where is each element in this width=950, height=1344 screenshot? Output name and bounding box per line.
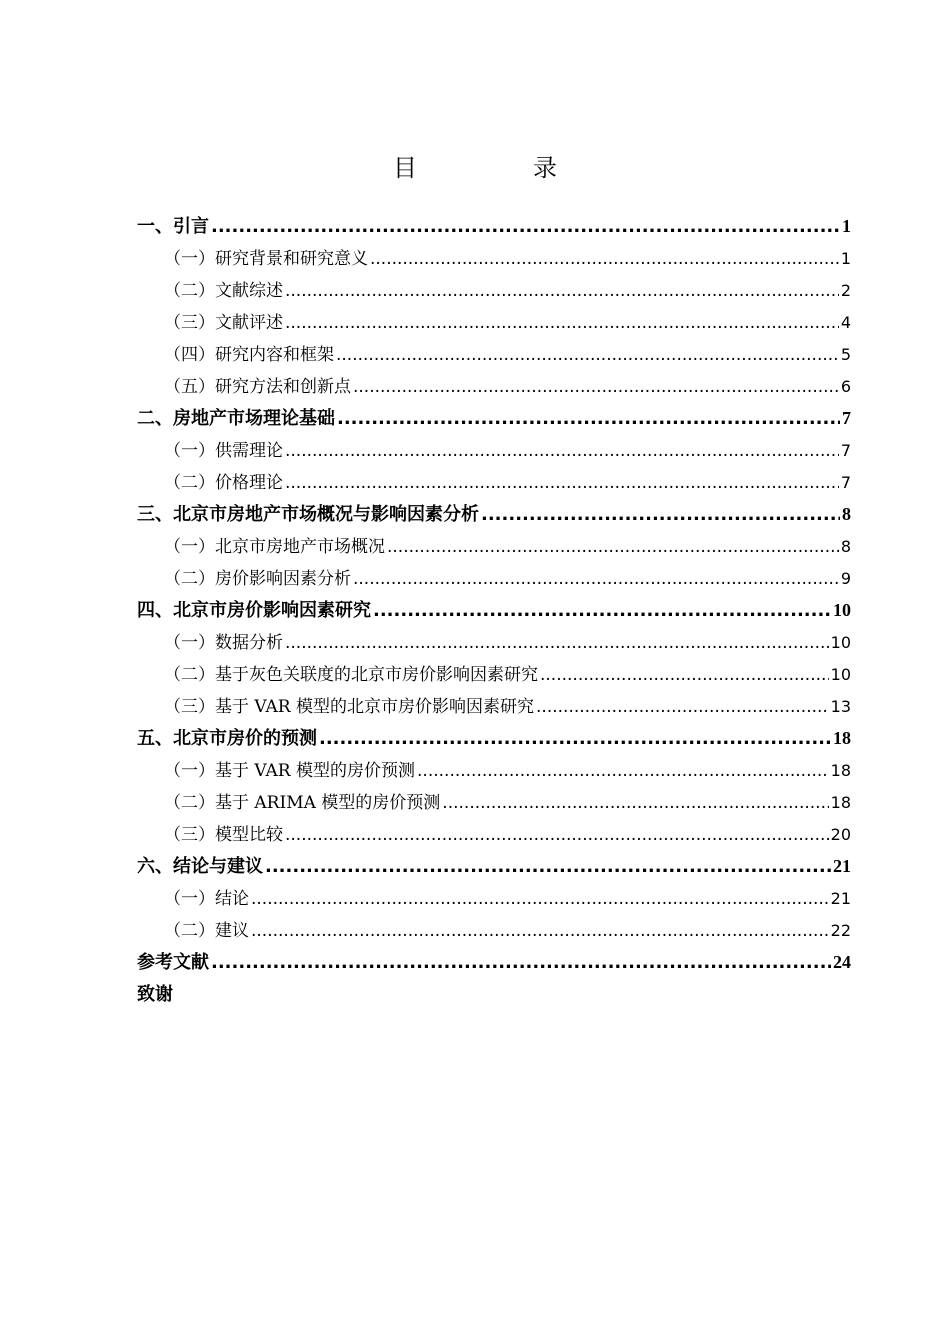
toc-entry-title: 北京市房价的预测 <box>173 728 317 749</box>
toc-page-number: 10 <box>833 600 851 620</box>
toc-dot-leader <box>373 600 831 621</box>
toc-page-number: 10 <box>830 665 851 684</box>
toc-entry-number: （一） <box>164 537 215 557</box>
toc-section-entry[interactable] <box>137 916 851 948</box>
toc-entry-number: （四） <box>164 345 215 365</box>
toc-entry-title: 北京市房地产市场概况 <box>215 537 385 557</box>
toc-page-number: 4 <box>840 313 851 332</box>
toc-dot-leader <box>251 921 829 941</box>
toc-page-number: 20 <box>830 825 851 844</box>
toc-page-number: 24 <box>833 952 851 972</box>
toc-section-entry[interactable] <box>137 276 851 308</box>
toc-page-number: 13 <box>830 697 851 716</box>
toc-section-entry[interactable] <box>137 628 851 660</box>
toc-chapter-entry[interactable] <box>137 212 851 244</box>
toc-entry-number: （二） <box>164 665 215 685</box>
toc-chapter-entry[interactable] <box>137 500 851 532</box>
toc-section-entry[interactable] <box>137 692 851 724</box>
toc-entry-title: 结论与建议 <box>173 856 263 877</box>
toc-dot-leader <box>337 408 840 429</box>
toc-entry-title: 北京市房地产市场概况与影响因素分析 <box>173 504 479 525</box>
toc-entry-title: 价格理论 <box>215 473 283 493</box>
toc-entry-number: （五） <box>164 377 215 397</box>
toc-entry-title: 引言 <box>173 216 209 237</box>
toc-page-number: 5 <box>840 345 851 364</box>
toc-section-entry[interactable] <box>137 564 851 596</box>
toc-dot-leader <box>285 441 839 461</box>
toc-entry-number: （二） <box>164 473 215 493</box>
toc-section-entry[interactable] <box>137 436 851 468</box>
toc-page-number: 1 <box>842 216 851 236</box>
page-title: 目 录 <box>393 154 603 182</box>
toc-entry-number: （三） <box>164 313 215 333</box>
toc-chapter-entry[interactable] <box>137 980 851 1012</box>
toc-section-entry[interactable] <box>137 308 851 340</box>
toc-chapter-entry[interactable] <box>137 852 851 884</box>
toc-entry-title: 北京市房价影响因素研究 <box>173 600 371 621</box>
toc-entry-title: 研究内容和框架 <box>215 345 334 365</box>
toc-section-entry[interactable] <box>137 756 851 788</box>
toc-section-entry[interactable] <box>137 788 851 820</box>
toc-section-entry[interactable] <box>137 884 851 916</box>
toc-dot-leader <box>417 761 829 781</box>
toc-dot-leader <box>536 697 829 717</box>
toc-dot-leader <box>285 473 839 493</box>
toc-section-entry[interactable] <box>137 660 851 692</box>
toc-page-number: 9 <box>840 569 851 588</box>
toc-page-number: 10 <box>830 633 851 652</box>
toc-entry-title: 基于灰色关联度的北京市房价影响因素研究 <box>215 665 538 685</box>
toc-entry-title: 基于 VAR 模型的房价预测 <box>215 761 416 781</box>
toc-section-entry[interactable] <box>137 468 851 500</box>
toc-entry-title: 致谢 <box>137 984 173 1005</box>
toc-entry-number: 四、 <box>137 600 173 621</box>
toc-entry-title: 基于 ARIMA 模型的房价预测 <box>215 793 441 813</box>
toc-dot-leader <box>387 537 839 557</box>
toc-dot-leader <box>265 856 831 877</box>
toc-section-entry[interactable] <box>137 372 851 404</box>
toc-entry-number: （二） <box>164 793 215 813</box>
toc-page-number: 18 <box>833 728 851 748</box>
toc-entry-title: 房价影响因素分析 <box>215 569 351 589</box>
toc-entry-title: 文献综述 <box>215 281 283 301</box>
toc-dot-leader <box>211 216 840 237</box>
toc-dot-leader <box>285 825 829 845</box>
toc-section-entry[interactable] <box>137 244 851 276</box>
toc-entry-title: 结论 <box>215 889 249 909</box>
toc-dot-leader <box>211 952 831 973</box>
toc-entry-title: 供需理论 <box>215 441 283 461</box>
toc-chapter-entry[interactable] <box>137 724 851 756</box>
toc-entry-title: 研究背景和研究意义 <box>215 249 368 269</box>
toc-entry-title: 文献评述 <box>215 313 283 333</box>
toc-dot-leader <box>285 281 839 301</box>
toc-entry-title: 研究方法和创新点 <box>215 377 351 397</box>
toc-entry-title: 数据分析 <box>215 633 283 653</box>
toc-entry-number: （二） <box>164 569 215 589</box>
toc-entry-number: 三、 <box>137 504 173 525</box>
toc-dot-leader <box>336 345 839 365</box>
toc-page-number: 8 <box>842 504 851 524</box>
toc-page-number: 18 <box>830 793 851 812</box>
toc-dot-leader <box>285 633 829 653</box>
toc-chapter-entry[interactable] <box>137 404 851 436</box>
toc-chapter-entry[interactable] <box>137 596 851 628</box>
toc-entry-number: 一、 <box>137 216 173 237</box>
toc-dot-leader <box>540 665 829 685</box>
toc-page-number: 1 <box>840 249 851 268</box>
toc-entry-number: （一） <box>164 761 215 781</box>
toc-entry-number: 六、 <box>137 856 173 877</box>
toc-dot-leader <box>481 504 840 525</box>
toc-entry-number: （一） <box>164 441 215 461</box>
toc-entry-title: 参考文献 <box>137 952 209 973</box>
toc-page-number: 18 <box>830 761 851 780</box>
toc-page-number: 6 <box>840 377 851 396</box>
toc-entry-title: 房地产市场理论基础 <box>173 408 335 429</box>
toc-entry-number: 二、 <box>137 408 173 429</box>
toc-entry-title: 模型比较 <box>215 825 283 845</box>
toc-dot-leader <box>319 728 831 749</box>
toc-page-number: 2 <box>840 281 851 300</box>
toc-page-number: 7 <box>840 441 851 460</box>
toc-entry-title: 基于 VAR 模型的北京市房价影响因素研究 <box>215 697 535 717</box>
toc-chapter-entry[interactable] <box>137 948 851 980</box>
toc-dot-leader <box>442 793 828 813</box>
toc-section-entry[interactable] <box>137 340 851 372</box>
toc-page-number: 21 <box>830 889 851 908</box>
toc-dot-leader <box>353 569 839 589</box>
toc-page-number: 7 <box>840 473 851 492</box>
toc-dot-leader <box>285 313 839 333</box>
toc-entry-number: （三） <box>164 697 215 717</box>
toc-entry-number: （一） <box>164 889 215 909</box>
toc-section-entry[interactable] <box>137 532 851 564</box>
toc-entry-number: 五、 <box>137 728 173 749</box>
toc-page-number: 22 <box>830 921 851 940</box>
toc-dot-leader <box>353 377 839 397</box>
toc-section-entry[interactable] <box>137 820 851 852</box>
table-of-contents <box>137 212 851 1012</box>
toc-page-number: 21 <box>833 856 851 876</box>
toc-entry-number: （二） <box>164 281 215 301</box>
toc-dot-leader <box>370 249 839 269</box>
toc-entry-title: 建议 <box>215 921 249 941</box>
toc-dot-leader <box>251 889 829 909</box>
toc-entry-number: （二） <box>164 921 215 941</box>
toc-entry-number: （一） <box>164 633 215 653</box>
toc-page-number: 7 <box>842 408 851 428</box>
toc-entry-number: （一） <box>164 249 215 269</box>
toc-entry-number: （三） <box>164 825 215 845</box>
toc-page-number: 8 <box>840 537 851 556</box>
